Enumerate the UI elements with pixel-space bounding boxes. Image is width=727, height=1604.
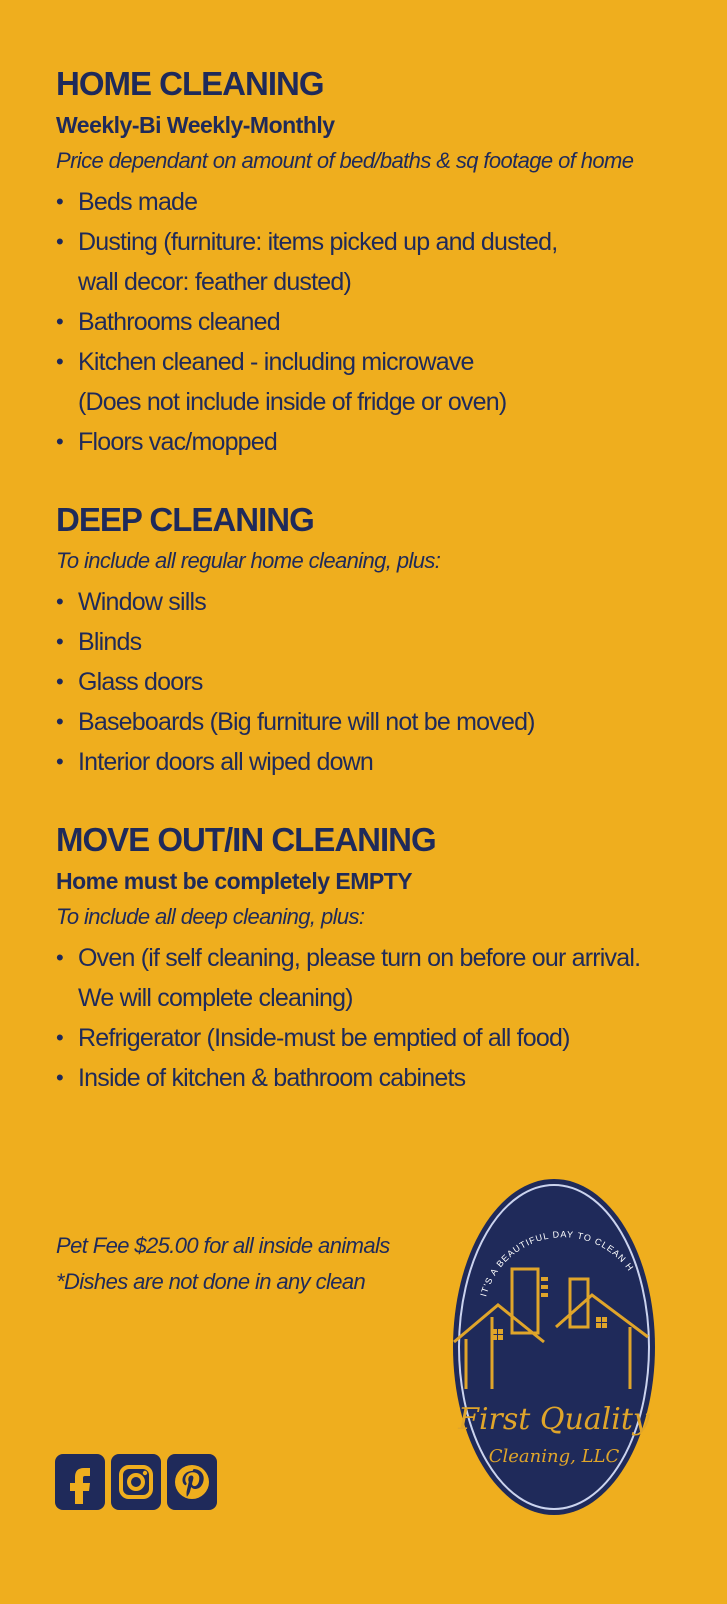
list-item (56, 662, 706, 702)
bullet-icon: • (56, 709, 63, 734)
list-item-text: Dusting (furniture: items picked up and dusted, (78, 228, 558, 256)
company-logo (452, 1177, 657, 1517)
list-item-text: Window sills (78, 588, 206, 616)
list-item-text: Kitchen cleaned - including microwave (78, 348, 474, 376)
list-item (56, 422, 706, 462)
list-item-text: Floors vac/mopped (78, 428, 277, 456)
list-item (56, 222, 706, 262)
bullet-icon: • (56, 749, 63, 774)
list-item-text: Bathrooms cleaned (78, 308, 280, 336)
content (56, 64, 706, 1136)
logo-arc-text: IT'S A BEAUTIFUL DAY TO CLEAN H (478, 1229, 636, 1298)
list-item (56, 702, 706, 742)
bullet-icon: • (56, 945, 63, 970)
section-note: To include all regular home cleaning, plus: (56, 548, 441, 573)
list-item (56, 938, 706, 978)
list-item-text: Glass doors (78, 668, 203, 696)
list-item (56, 302, 706, 342)
list-item (56, 582, 706, 622)
section-subtitle: Weekly-Bi Weekly-Monthly (56, 112, 335, 138)
list-item (56, 182, 706, 222)
deep-cleaning-section (56, 500, 706, 782)
list-item-text: Baseboards (Big furniture will not be moved) (78, 708, 535, 736)
bullet-icon: • (56, 1065, 63, 1090)
list-item-text: We will complete cleaning) (78, 984, 353, 1012)
section-title: MOVE OUT/IN CLEANING (56, 821, 436, 858)
list-item-text: Beds made (78, 188, 198, 216)
move-cleaning-list (56, 938, 706, 1098)
list-item-text: Inside of kitchen & bathroom cabinets (78, 1064, 466, 1092)
bullet-icon: • (56, 589, 63, 614)
social-icons (55, 1454, 217, 1510)
list-item-text: Interior doors all wiped down (78, 748, 374, 776)
pet-fee-note: Pet Fee $25.00 for all inside animals (56, 1233, 390, 1258)
instagram-icon[interactable] (111, 1454, 161, 1510)
bullet-icon: • (56, 229, 63, 254)
list-item (56, 1018, 706, 1058)
home-cleaning-section (56, 64, 706, 462)
section-title: HOME CLEANING (56, 65, 324, 102)
section-note: To include all deep cleaning, plus: (56, 904, 365, 929)
bullet-icon: • (56, 309, 63, 334)
move-cleaning-section (56, 820, 706, 1098)
list-item (56, 622, 706, 662)
list-item-text: Blinds (78, 628, 142, 656)
home-cleaning-list (56, 182, 706, 462)
logo-name-line1: First Quality (458, 1402, 650, 1437)
list-item (56, 1058, 706, 1098)
list-item-text: Oven (if self cleaning, please turn on before our arrival. (78, 944, 641, 972)
facebook-icon[interactable] (55, 1454, 105, 1510)
section-note: Price dependant on amount of bed/baths & sq footage of home (56, 148, 634, 173)
list-item (56, 342, 706, 382)
list-item-text: (Does not include inside of fridge or oven) (78, 388, 507, 416)
section-title: DEEP CLEANING (56, 501, 314, 538)
section-subtitle: Home must be completely EMPTY (56, 868, 413, 894)
bullet-icon: • (56, 669, 63, 694)
bullet-icon: • (56, 189, 63, 214)
deep-cleaning-list (56, 582, 706, 782)
footnotes (56, 1228, 390, 1300)
logo-name-line2: Cleaning, LLC (488, 1446, 620, 1467)
list-item-continuation (56, 262, 706, 302)
bullet-icon: • (56, 629, 63, 654)
bullet-icon: • (56, 349, 63, 374)
list-item (56, 742, 706, 782)
list-item-text: Refrigerator (Inside-must be emptied of all food) (78, 1024, 570, 1052)
dishes-note: *Dishes are not done in any clean (56, 1269, 366, 1294)
list-item-continuation (56, 978, 706, 1018)
pinterest-icon[interactable] (167, 1454, 217, 1510)
list-item-text: wall decor: feather dusted) (78, 268, 352, 296)
bullet-icon: • (56, 1025, 63, 1050)
list-item-continuation (56, 382, 706, 422)
bullet-icon: • (56, 429, 63, 454)
